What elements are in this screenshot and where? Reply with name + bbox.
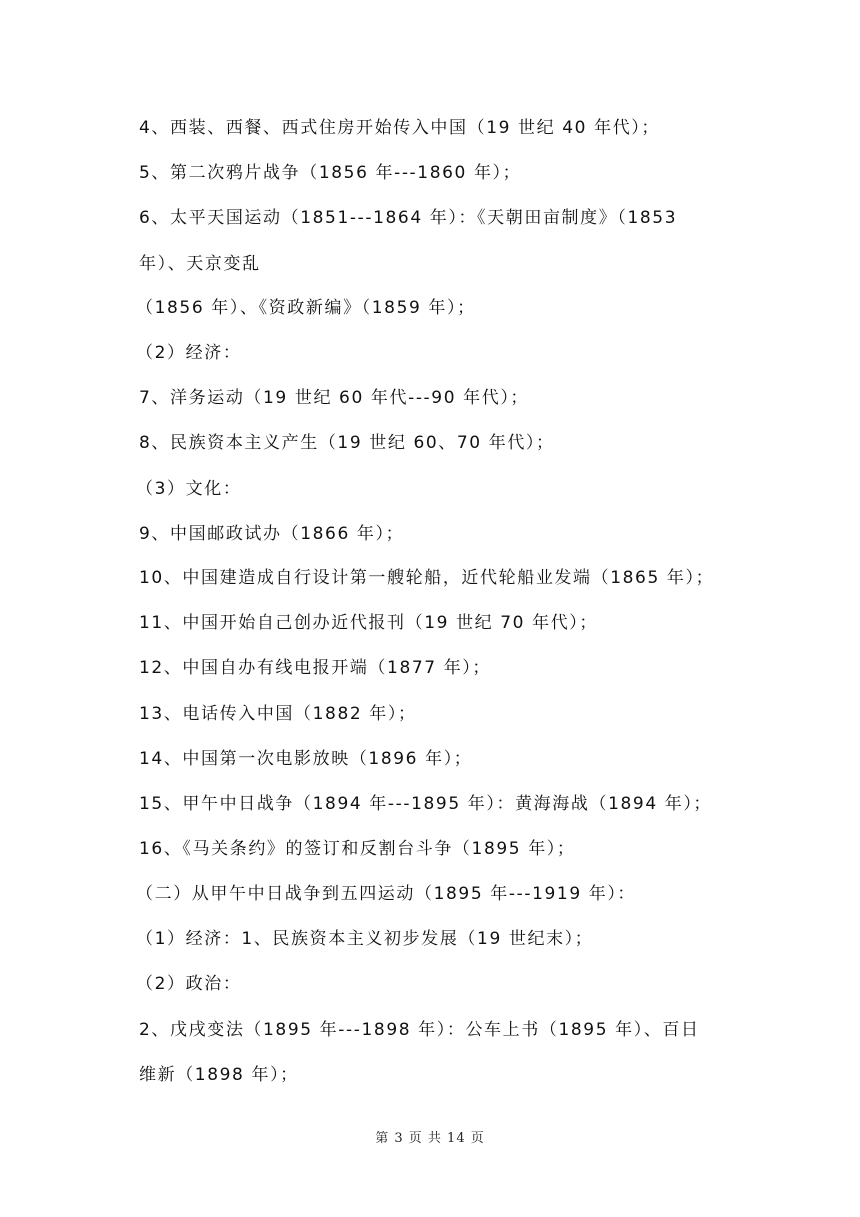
text-line: 12、中国自办有线电报开端（1877 年）； xyxy=(139,658,491,678)
text-line: 6、太平天国运动（1851---1864 年）：《天朝田亩制度》（1853 xyxy=(139,208,678,228)
text-line: 11、中国开始自己创办近代报刊（19 世纪 70 年代）； xyxy=(139,613,599,633)
text-line: 14、中国第一次电影放映（1896 年）； xyxy=(139,749,473,769)
section-heading: （2）经济： xyxy=(136,343,242,363)
text-line: 5、第二次鸦片战争（1856 年---1860 年）； xyxy=(139,163,522,183)
section-heading: （二）从甲午中日战争到五四运动（1895 年---1919 年）： xyxy=(136,884,637,904)
text-line: 13、电话传入中国（1882 年）； xyxy=(139,704,417,724)
section-heading: （3）文化： xyxy=(136,479,242,499)
text-line: 7、洋务运动（19 世纪 60 年代---90 年代）； xyxy=(139,388,530,408)
text-line: 2、戊戌变法（1895 年---1898 年）：公车上书（1895 年）、百日 xyxy=(139,1020,700,1040)
text-line: 维新（1898 年）； xyxy=(139,1065,299,1085)
text-line: 9、中国邮政试办（1866 年）； xyxy=(139,524,405,544)
text-line: 15、甲午中日战争（1894 年---1895 年）：黄海海战（1894 年）； xyxy=(139,794,713,814)
text-line: 10、中国建造成自行设计第一艘轮船，近代轮船业发端（1865 年）； xyxy=(139,568,715,588)
text-line: （1856 年）、《资政新编》（1859 年）； xyxy=(136,298,476,318)
text-line: （1）经济：1、民族资本主义初步发展（19 世纪末）； xyxy=(136,929,594,949)
text-line: 16、《马关条约》的签订和反割台斗争（1895 年）； xyxy=(139,839,576,859)
text-line: 年）、天京变乱 xyxy=(139,254,261,274)
page-number-footer: 第 3 页 共 14 页 xyxy=(375,1131,485,1146)
text-line: 4、西装、西餐、西式住房开始传入中国（19 世纪 40 年代）； xyxy=(139,118,660,138)
section-heading: （2）政治： xyxy=(136,974,242,994)
text-line: 8、民族资本主义产生（19 世纪 60、70 年代）； xyxy=(139,433,555,453)
